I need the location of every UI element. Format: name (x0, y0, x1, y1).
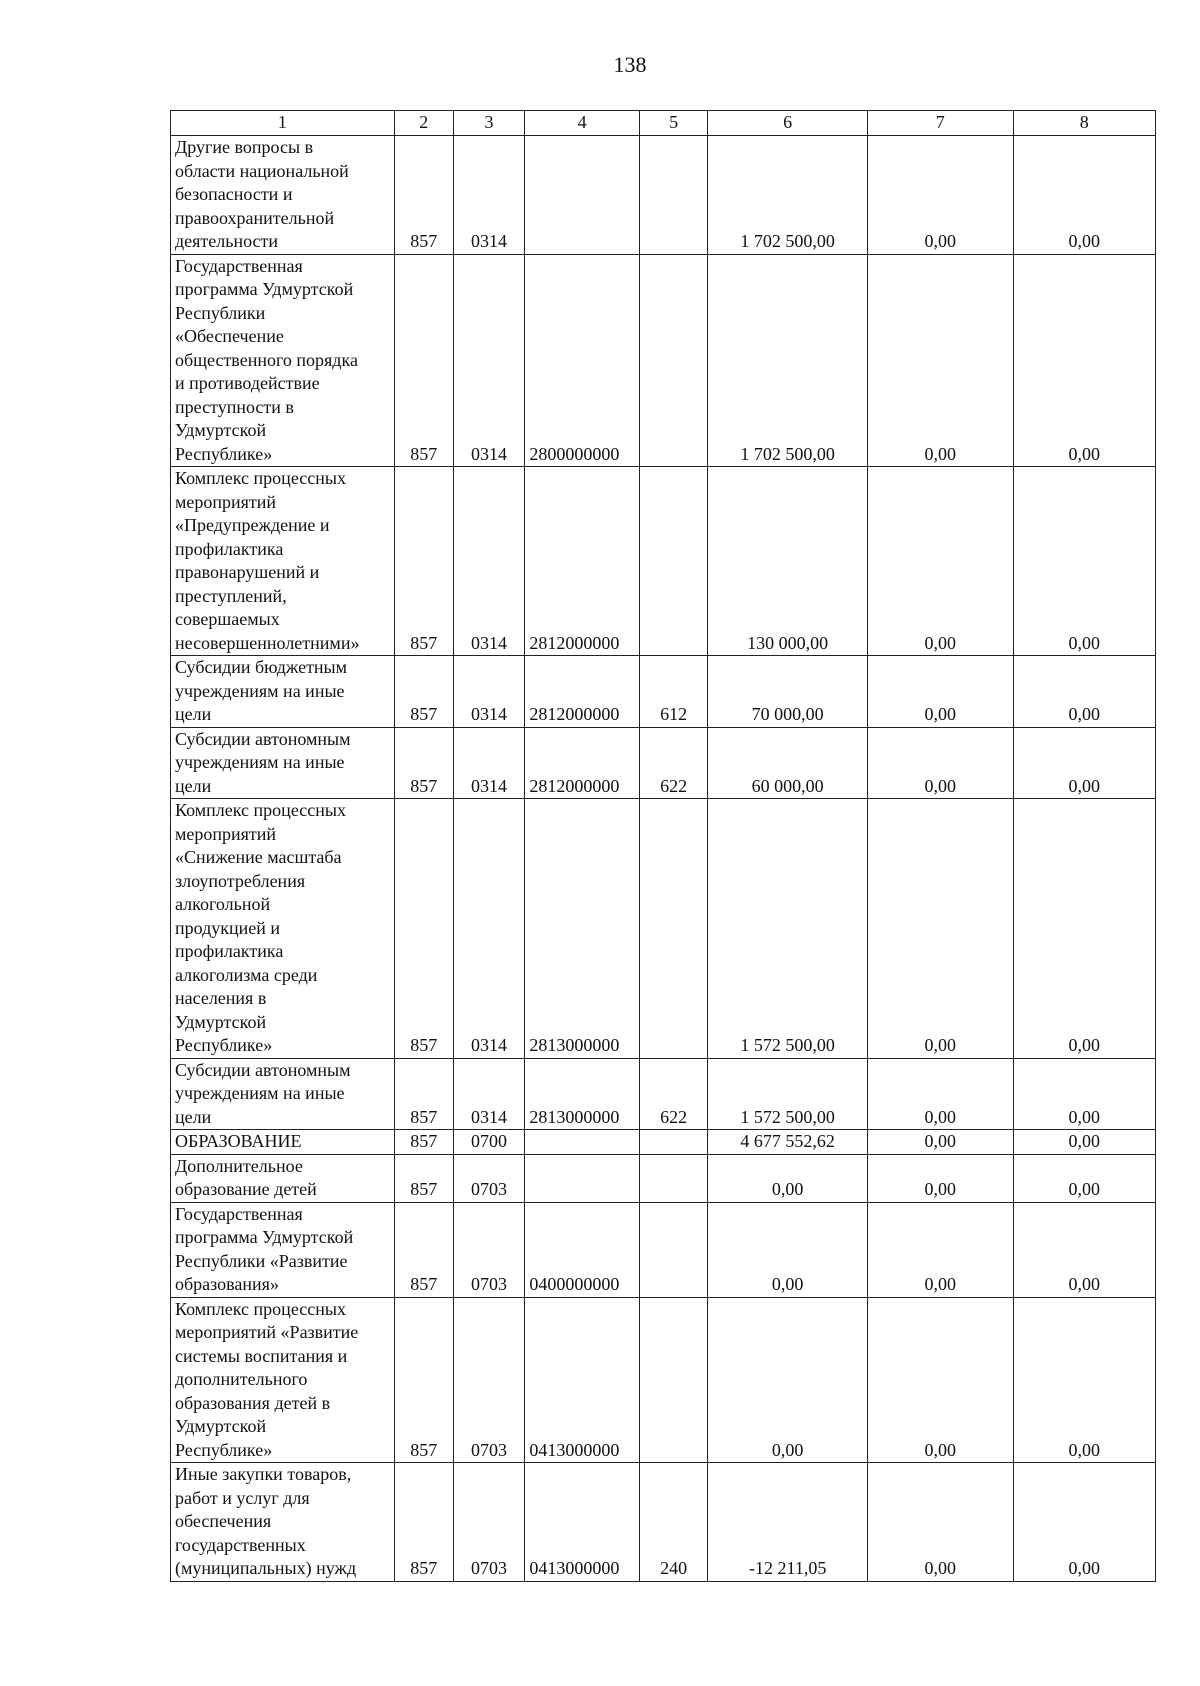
row-cell-c4: 2813000000 (525, 799, 640, 1059)
page-number: 138 (613, 52, 647, 77)
row-name-cell: Иные закупки товаров, работ и услуг для обеспечения государственных (муниципальных) нужд (171, 1463, 395, 1582)
row-cell-c4 (525, 1154, 640, 1202)
row-cell-c6: 4 677 552,62 (708, 1130, 868, 1155)
row-cell-c4: 0400000000 (525, 1202, 640, 1297)
row-cell-c4: 2812000000 (525, 727, 640, 799)
row-cell-c2: 857 (394, 467, 453, 656)
row-cell-c7: 0,00 (867, 467, 1013, 656)
header-col-7: 7 (867, 111, 1013, 136)
row-cell-c2: 857 (394, 1058, 453, 1130)
row-cell-c8: 0,00 (1013, 656, 1155, 728)
row-cell-c5 (639, 254, 708, 467)
header-row (171, 111, 1156, 136)
row-cell-c8: 0,00 (1013, 136, 1155, 255)
row-cell-c7: 0,00 (867, 799, 1013, 1059)
row-cell-c8: 0,00 (1013, 1154, 1155, 1202)
row-cell-c8: 0,00 (1013, 254, 1155, 467)
row-cell-c3: 0700 (453, 1130, 525, 1155)
row-name-cell: Субсидии автономным учреждениям на иные цели (171, 1058, 395, 1130)
row-cell-c8: 0,00 (1013, 1130, 1155, 1155)
row-name-cell: Другие вопросы в области национальной безопасности и правоохранительной деятельности (171, 136, 395, 255)
row-name-cell: Субсидии бюджетным учреждениям на иные цели (171, 656, 395, 728)
row-cell-c7: 0,00 (867, 136, 1013, 255)
row-cell-c6: 70 000,00 (708, 656, 868, 728)
row-cell-c6: 60 000,00 (708, 727, 868, 799)
row-cell-c5: 240 (639, 1463, 708, 1582)
row-name-cell: ОБРАЗОВАНИЕ (171, 1130, 395, 1155)
row-cell-c5 (639, 136, 708, 255)
row-cell-c8: 0,00 (1013, 727, 1155, 799)
row-cell-c4 (525, 136, 640, 255)
row-cell-c5 (639, 799, 708, 1059)
row-cell-c4: 2812000000 (525, 467, 640, 656)
row-cell-c5 (639, 1297, 708, 1463)
table-row (171, 1297, 1156, 1463)
row-cell-c2: 857 (394, 1202, 453, 1297)
row-cell-c5 (639, 1202, 708, 1297)
row-cell-c8: 0,00 (1013, 467, 1155, 656)
row-cell-c7: 0,00 (867, 656, 1013, 728)
row-cell-c2: 857 (394, 1297, 453, 1463)
row-cell-c2: 857 (394, 1154, 453, 1202)
row-cell-c6: 1 572 500,00 (708, 1058, 868, 1130)
row-cell-c3: 0314 (453, 467, 525, 656)
header-col-3: 3 (453, 111, 525, 136)
row-cell-c4: 2800000000 (525, 254, 640, 467)
row-cell-c6: 1 702 500,00 (708, 136, 868, 255)
row-cell-c3: 0314 (453, 727, 525, 799)
row-cell-c4 (525, 1130, 640, 1155)
budget-table (170, 110, 1156, 1582)
row-cell-c2: 857 (394, 1130, 453, 1155)
header-col-1: 1 (171, 111, 395, 136)
row-cell-c2: 857 (394, 656, 453, 728)
row-cell-c7: 0,00 (867, 254, 1013, 467)
row-name-cell: Субсидии автономным учреждениям на иные цели (171, 727, 395, 799)
row-cell-c3: 0703 (453, 1154, 525, 1202)
table-row (171, 1463, 1156, 1582)
row-cell-c4: 2813000000 (525, 1058, 640, 1130)
row-cell-c6: 0,00 (708, 1297, 868, 1463)
row-cell-c4: 0413000000 (525, 1463, 640, 1582)
row-cell-c6: 1 572 500,00 (708, 799, 868, 1059)
table-row (171, 656, 1156, 728)
row-cell-c8: 0,00 (1013, 1297, 1155, 1463)
row-cell-c5 (639, 467, 708, 656)
table-row (171, 1202, 1156, 1297)
row-cell-c5: 622 (639, 1058, 708, 1130)
table-row (171, 1058, 1156, 1130)
row-cell-c8: 0,00 (1013, 799, 1155, 1059)
header-col-8: 8 (1013, 111, 1155, 136)
row-cell-c8: 0,00 (1013, 1058, 1155, 1130)
row-name-cell: Комплекс процессных мероприятий «Предупреждение и профилактика правонарушений и преступлений, совершаемых несовершеннолетними» (171, 467, 395, 656)
row-cell-c7: 0,00 (867, 1463, 1013, 1582)
table-row (171, 136, 1156, 255)
row-cell-c7: 0,00 (867, 1130, 1013, 1155)
row-cell-c3: 0314 (453, 1058, 525, 1130)
row-cell-c6: 0,00 (708, 1202, 868, 1297)
row-cell-c5 (639, 1154, 708, 1202)
row-cell-c6: 0,00 (708, 1154, 868, 1202)
row-cell-c3: 0314 (453, 254, 525, 467)
row-cell-c7: 0,00 (867, 727, 1013, 799)
row-name-cell: Комплекс процессных мероприятий «Снижение масштаба злоупотребления алкогольной продукцией и профилактика алкоголизма среди населения в Удмуртской Республике» (171, 799, 395, 1059)
row-cell-c4: 0413000000 (525, 1297, 640, 1463)
row-cell-c3: 0314 (453, 136, 525, 255)
header-col-4: 4 (525, 111, 640, 136)
row-name-cell: Дополнительное образование детей (171, 1154, 395, 1202)
row-cell-c2: 857 (394, 254, 453, 467)
row-cell-c6: 1 702 500,00 (708, 254, 868, 467)
row-cell-c3: 0314 (453, 799, 525, 1059)
row-cell-c4: 2812000000 (525, 656, 640, 728)
row-cell-c8: 0,00 (1013, 1202, 1155, 1297)
row-cell-c7: 0,00 (867, 1154, 1013, 1202)
header-col-5: 5 (639, 111, 708, 136)
row-cell-c8: 0,00 (1013, 1463, 1155, 1582)
table-row (171, 254, 1156, 467)
row-cell-c2: 857 (394, 799, 453, 1059)
row-name-cell: Государственная программа Удмуртской Республики «Обеспечение общественного порядка и противодействие преступности в Удмуртской Республике» (171, 254, 395, 467)
row-cell-c6: -12 211,05 (708, 1463, 868, 1582)
row-cell-c3: 0703 (453, 1202, 525, 1297)
row-cell-c2: 857 (394, 727, 453, 799)
table-row (171, 1154, 1156, 1202)
row-cell-c2: 857 (394, 1463, 453, 1582)
row-name-cell: Государственная программа Удмуртской Республики «Развитие образования» (171, 1202, 395, 1297)
row-cell-c3: 0703 (453, 1297, 525, 1463)
row-cell-c2: 857 (394, 136, 453, 255)
header-col-2: 2 (394, 111, 453, 136)
row-cell-c7: 0,00 (867, 1058, 1013, 1130)
row-cell-c5 (639, 1130, 708, 1155)
row-cell-c3: 0314 (453, 656, 525, 728)
row-cell-c3: 0703 (453, 1463, 525, 1582)
row-name-cell: Комплекс процессных мероприятий «Развитие системы воспитания и дополнительного образования детей в Удмуртской Республике» (171, 1297, 395, 1463)
table-row (171, 467, 1156, 656)
header-col-6: 6 (708, 111, 868, 136)
table-row (171, 1130, 1156, 1155)
table-row (171, 727, 1156, 799)
row-cell-c7: 0,00 (867, 1297, 1013, 1463)
row-cell-c7: 0,00 (867, 1202, 1013, 1297)
row-cell-c5: 622 (639, 727, 708, 799)
table-row (171, 799, 1156, 1059)
row-cell-c5: 612 (639, 656, 708, 728)
row-cell-c6: 130 000,00 (708, 467, 868, 656)
